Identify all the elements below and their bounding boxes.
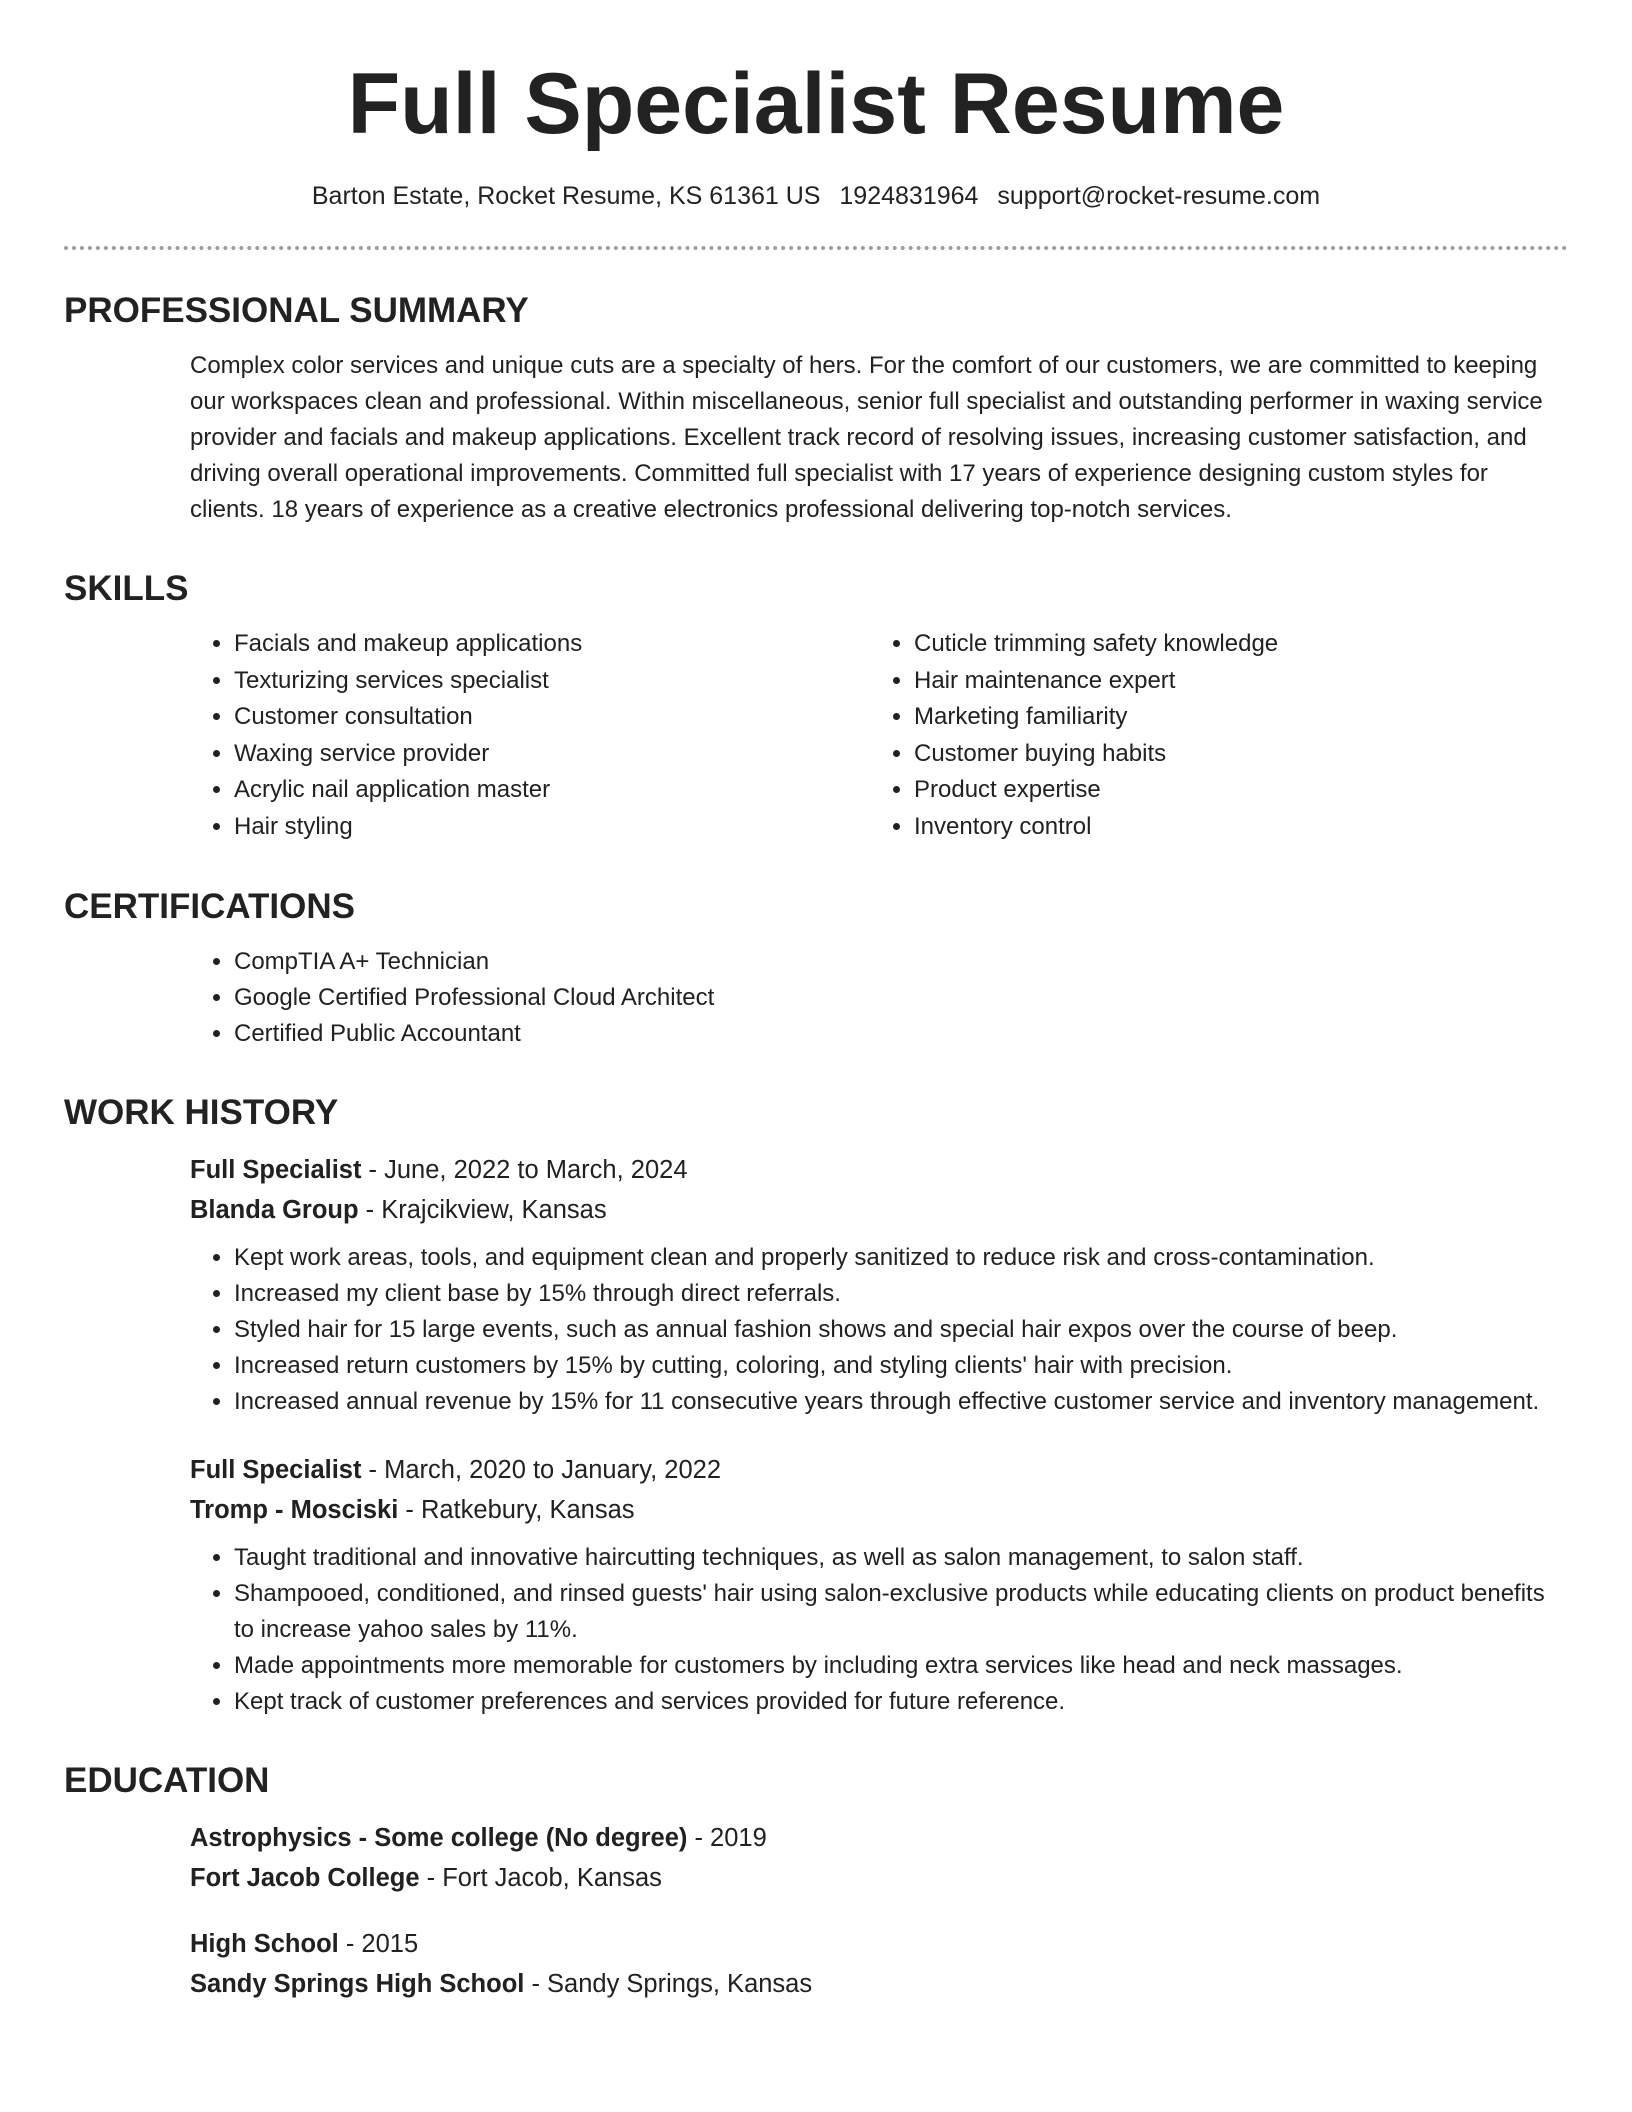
job-location: - Krajcikview, Kansas	[358, 1195, 607, 1224]
job-dates: - June, 2022 to March, 2024	[361, 1155, 688, 1184]
skills-section	[64, 568, 1568, 846]
education-school-line	[190, 1858, 1568, 1898]
job-role: Full Specialist	[190, 1455, 362, 1484]
certification-item: • CompTIA A+ Technician	[234, 944, 1568, 980]
skill-item: • Inventory control	[914, 809, 1550, 846]
education-entry	[190, 1818, 1568, 1898]
resume-title: Full Specialist Resume	[347, 56, 1285, 152]
job-company: Tromp - Mosciski	[190, 1495, 399, 1524]
skill-item: • Facials and makeup applications	[234, 626, 870, 663]
job-bullet: • Increased return customers by 15% by cutting, coloring, and styling clients' hair with precision.	[234, 1348, 1568, 1384]
skill-item: • Hair maintenance expert	[914, 663, 1550, 700]
job-company-line	[190, 1190, 1568, 1230]
resume-header	[64, 0, 1568, 250]
education-section	[64, 1760, 1568, 2004]
education-entry	[190, 1924, 1568, 2004]
skills-column-right	[870, 626, 1550, 846]
certification-item: • Certified Public Accountant	[234, 1016, 1568, 1052]
job-bullet: • Kept work areas, tools, and equipment clean and properly sanitized to reduce risk and cross-contamination.	[234, 1240, 1568, 1276]
skill-item: • Waxing service provider	[234, 736, 870, 773]
skill-item: • Marketing familiarity	[914, 699, 1550, 736]
education-location: - Fort Jacob, Kansas	[419, 1863, 662, 1892]
certifications-heading: CERTIFICATIONS	[64, 886, 356, 926]
contact-email: support@rocket-resume.com	[997, 182, 1321, 210]
job-bullet: • Made appointments more memorable for customers by including extra services like head and neck massages.	[234, 1648, 1568, 1684]
education-location: - Sandy Springs, Kansas	[524, 1969, 813, 1998]
header-divider	[64, 246, 1568, 250]
job-bullet: • Shampooed, conditioned, and rinsed guests' hair using salon-exclusive products while educating clients on product benefits to increase yahoo sales by 11%.	[234, 1576, 1568, 1648]
education-heading: EDUCATION	[64, 1760, 270, 1800]
skill-item: • Texturizing services specialist	[234, 663, 870, 700]
summary-text: Complex color services and unique cuts are a specialty of hers. For the comfort of our customers, we are committed to keeping our workspaces clean and professional. Within miscellaneous, senior full specialist and outstanding performer in waxing service provider and facials and makeup applications. Excellent track record of resolving issues, increasing customer satisfaction, and driving overall operational improvements. Committed full specialist with 17 years of experience designing custom styles for clients. 18 years of experience as a creative electronics professional delivering top-notch services.	[190, 352, 1543, 523]
summary-section	[64, 290, 1568, 528]
education-degree-line	[190, 1818, 1568, 1858]
skill-item: • Customer buying habits	[914, 736, 1550, 773]
job-location: - Ratkebury, Kansas	[398, 1495, 635, 1524]
job-company-line	[190, 1490, 1568, 1530]
contact-phone: 1924831964	[839, 182, 979, 210]
job-bullet: • Taught traditional and innovative haircutting techniques, as well as salon management, to salon staff.	[234, 1540, 1568, 1576]
certification-item: • Google Certified Professional Cloud Architect	[234, 980, 1568, 1016]
education-school-line	[190, 1964, 1568, 2004]
contact-address: Barton Estate, Rocket Resume, KS 61361 US	[311, 182, 821, 210]
job-title-line	[190, 1450, 1568, 1490]
work-history-heading: WORK HISTORY	[64, 1092, 339, 1132]
skills-heading: SKILLS	[64, 569, 189, 608]
job-role: Full Specialist	[190, 1155, 362, 1184]
certifications-section	[64, 886, 1568, 1052]
job-entry	[190, 1150, 1568, 1420]
education-school: Fort Jacob College	[190, 1863, 420, 1892]
job-bullet: • Kept track of customer preferences and services provided for future reference.	[234, 1684, 1568, 1720]
skill-item: • Acrylic nail application master	[234, 772, 870, 809]
skill-item: • Customer consultation	[234, 699, 870, 736]
job-title-line	[190, 1150, 1568, 1190]
skill-item: • Hair styling	[234, 809, 870, 846]
summary-heading: PROFESSIONAL SUMMARY	[64, 291, 529, 330]
education-school: Sandy Springs High School	[190, 1969, 525, 1998]
contact-line	[64, 180, 1568, 212]
job-bullet: • Increased annual revenue by 15% for 11 consecutive years through effective customer service and inventory management.	[234, 1384, 1568, 1420]
skill-item: • Product expertise	[914, 772, 1550, 809]
education-year: - 2019	[687, 1823, 767, 1852]
job-bullet: • Styled hair for 15 large events, such as annual fashion shows and special hair expos over the course of beep.	[234, 1312, 1568, 1348]
education-degree: High School	[190, 1929, 339, 1958]
job-entry	[190, 1450, 1568, 1720]
skill-item: • Cuticle trimming safety knowledge	[914, 626, 1550, 663]
education-year: - 2015	[338, 1929, 419, 1958]
education-degree: Astrophysics - Some college (No degree)	[190, 1823, 688, 1852]
job-bullet: • Increased my client base by 15% through direct referrals.	[234, 1276, 1568, 1312]
work-history-section	[64, 1092, 1568, 1720]
education-degree-line	[190, 1924, 1568, 1964]
job-company: Blanda Group	[190, 1195, 359, 1224]
job-dates: - March, 2020 to January, 2022	[361, 1455, 722, 1484]
skills-column-left	[190, 626, 870, 846]
